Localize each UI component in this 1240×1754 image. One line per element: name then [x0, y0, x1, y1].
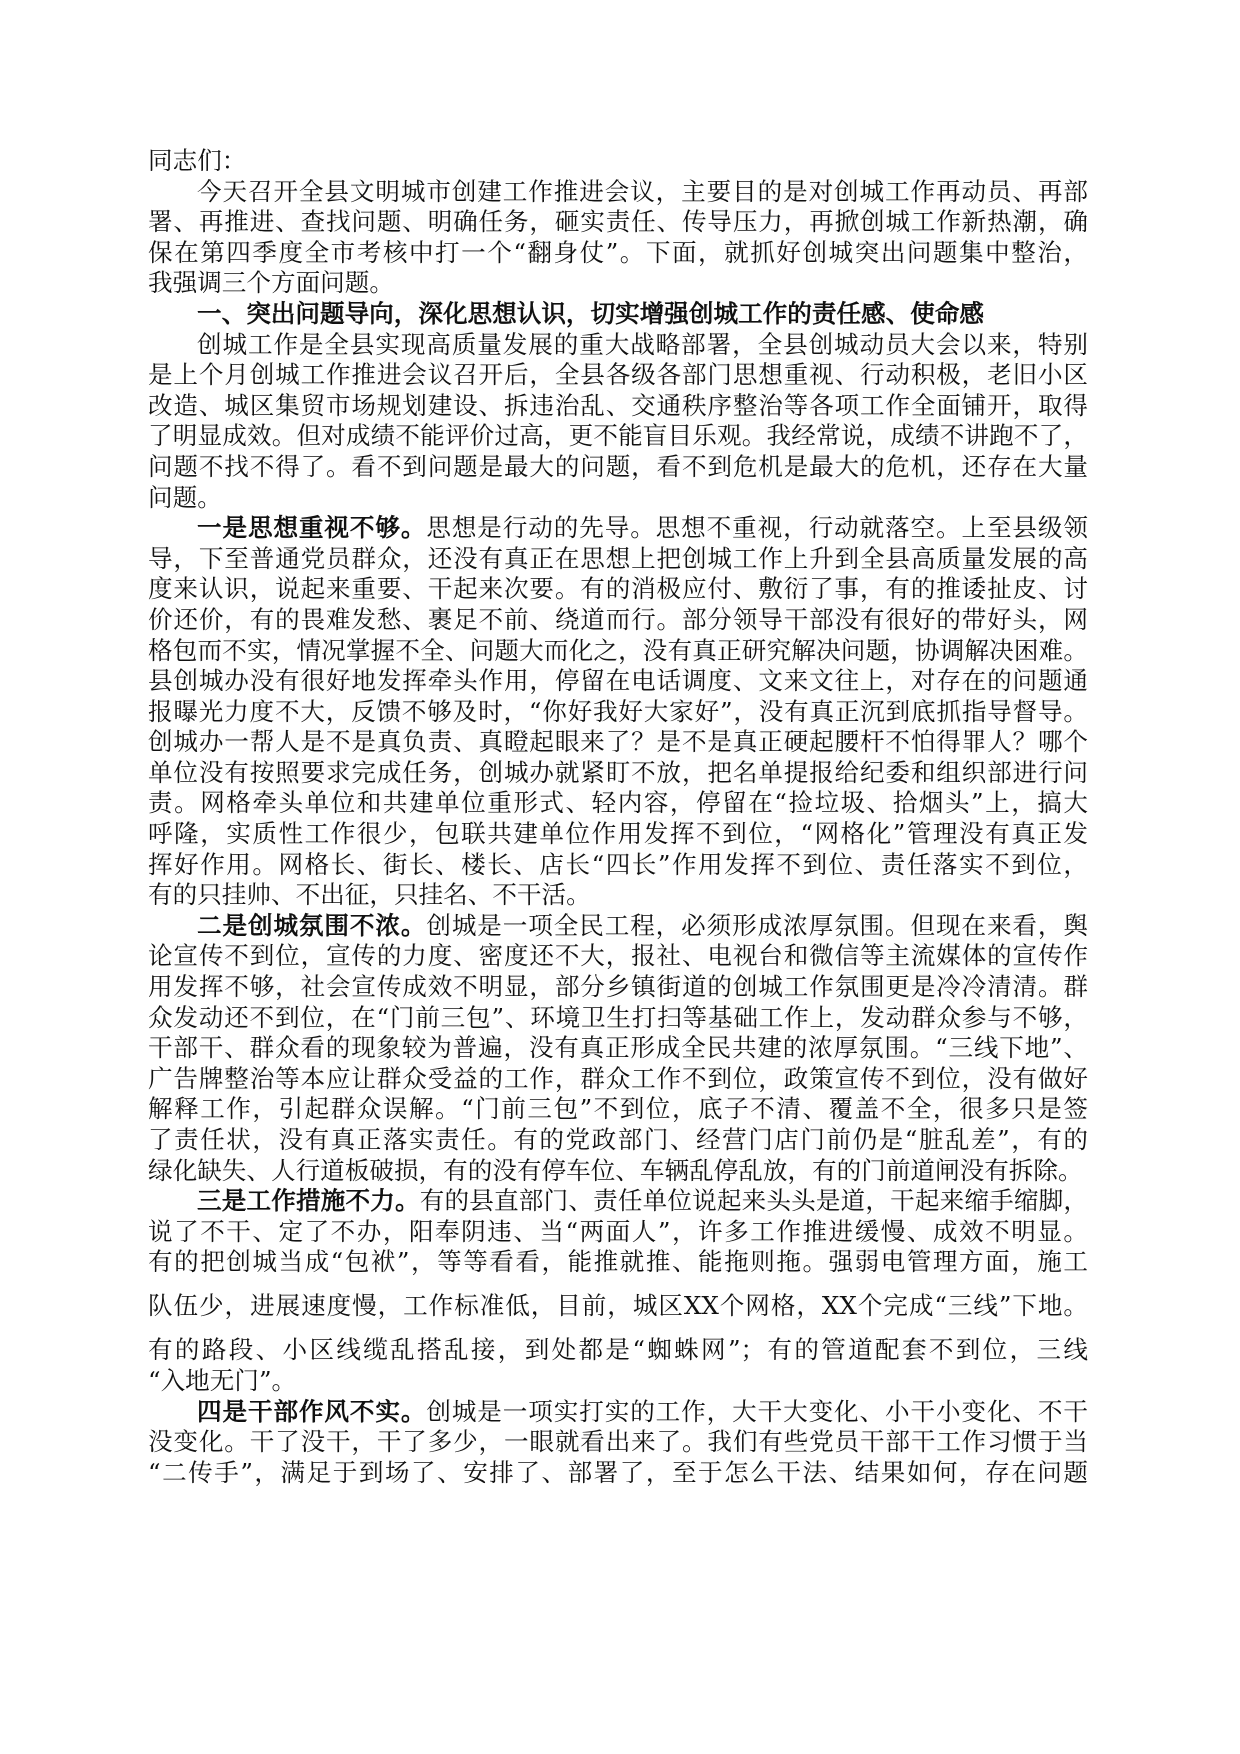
text-line: 呼隆，实质性工作很少，包联共建单位作用发挥不到位，“网格化”管理没有真正发 [148, 819, 1088, 849]
text-line: 保在第四季度全市考核中打一个“翻身仗”。下面，就抓好创城突出问题集中整治， [148, 237, 1088, 267]
salutation: 同志们： [148, 146, 247, 175]
text-line: 用发挥不够，社会宣传成效不明显，部分乡镇街道的创城工作氛围更是冷冷清清。群 [148, 972, 1088, 1002]
text-line [148, 1186, 1088, 1217]
text-line: 问题。 [148, 482, 222, 512]
text-line: 没变化。干了没干，干了多少，一眼就看出来了。我们有些党员干部干工作习惯于当 [148, 1427, 1088, 1457]
text-line: “入地无门”。 [148, 1365, 297, 1395]
text-line: 是上个月创城工作推进会议召开后，全县各级各部门思想重视、行动积极，老旧小区 [148, 360, 1088, 390]
paragraph-point-3 [148, 1186, 1088, 1396]
text-line: 有的把创城当成“包袱”，等等看看，能推就推、能拖则拖。强弱电管理方面，施工 [148, 1247, 1088, 1277]
text-line: 有的只挂帅、不出征，只挂名、不干活。 [148, 880, 591, 910]
text-line: 县创城办没有很好地发挥牵头作用，停留在电话调度、文来文往上，对存在的问题通 [148, 666, 1088, 696]
text-line: 今天召开全县文明城市创建工作推进会议，主要目的是对创城工作再动员、再部 [197, 176, 1088, 206]
text-line-content: 思想是行动的先导。思想不重视，行动就落空。上至县级领 [426, 513, 1088, 543]
paragraph-point-2 [148, 911, 1088, 1186]
point-lead: 二是创城氛围不浓。 [197, 910, 427, 940]
text-line: 报曝光力度不大，反馈不够及时，“你好我好大家好”，没有真正沉到底抓指导督导。 [148, 696, 1088, 726]
paragraph-point-4 [148, 1397, 1088, 1489]
speech-body [148, 146, 1088, 1488]
point-lead: 四是干部作风不实。 [197, 1396, 427, 1426]
point-lead: 一是思想重视不够。 [197, 513, 427, 543]
text-line: 创城工作是全县实现高质量发展的重大战略部署，全县创城动员大会以来，特别 [197, 329, 1088, 359]
text-line: 署、再推进、查找问题、明确任务，砸实责任、传导压力，再掀创城工作新热潮，确 [148, 207, 1088, 237]
text-line [148, 1397, 1088, 1428]
text-line: 我强调三个方面问题。 [148, 268, 394, 298]
paragraph-point-1 [148, 513, 1088, 911]
text-line: 度来认识，说起来重要、干起来次要。有的消极应付、敷衍了事，有的推诿扯皮、讨 [148, 574, 1088, 604]
text-line: 价还价，有的畏难发愁、裹足不前、绕道而行。部分领导干部没有很好的带好头，网 [148, 604, 1088, 634]
text-line: 导，下至普通党员群众，还没有真正在思想上把创城工作上升到全县高质量发展的高 [148, 543, 1088, 573]
text-line: 众发动还不到位，在“门前三包”、环境卫生打扫等基础工作上，发动群众参与不够， [148, 1002, 1088, 1032]
text-line: 格包而不实，情况掌握不全、问题大而化之，没有真正研究解决问题，协调解决困难。 [148, 635, 1088, 665]
text-line [148, 911, 1088, 942]
text-line: 改造、城区集贸市场规划建设、拆违治乱、交通秩序整治等各项工作全面铺开，取得 [148, 390, 1088, 420]
text-line: 了明显成效。但对成绩不能评价过高，更不能盲目乐观。我经常说，成绩不讲跑不了， [148, 421, 1088, 451]
text-line: 了责任状，没有真正落实责任。有的党政部门、经营门店门前仍是“脏乱差”，有的 [148, 1125, 1088, 1154]
text-line: 队伍少，进展速度慢，工作标准低，目前，城区XX个网格，XX个完成“三线”下地。 [148, 1291, 1088, 1321]
text-line: “二传手”，满足于到场了、安排了、部署了，至于怎么干法、结果如何，存在问题 [148, 1457, 1088, 1487]
text-line: 问题不找不得了。看不到问题是最大的问题，看不到危机是最大的危机，还存在大量 [148, 451, 1088, 481]
text-line-content: 创城是一项实打实的工作，大干大变化、小干小变化、不干 [426, 1396, 1088, 1426]
text-line [148, 513, 1088, 544]
text-line: 论宣传不到位，宣传的力度、密度还不大，报社、电视台和微信等主流媒体的宣传作 [148, 941, 1088, 971]
text-line: 解释工作，引起群众误解。“门前三包”不到位，底子不清、覆盖不全，很多只是签 [148, 1094, 1088, 1124]
text-line: 说了不干、定了不办，阳奉阴违、当“两面人”，许多工作推进缓慢、成效不明显。 [148, 1216, 1088, 1246]
section-heading: 一、突出问题导向，深化思想认识，切实增强创城工作的责任感、使命感 [197, 298, 985, 328]
text-line-content: 有的县直部门、责任单位说起来头头是道，干起来缩手缩脚， [419, 1186, 1088, 1216]
paragraph-intro [148, 177, 1088, 299]
point-lead: 三是工作措施不力。 [197, 1186, 420, 1216]
text-line: 绿化缺失、人行道板破损，有的没有停车位、车辆乱停乱放，有的门前道闸没有拆除。 [148, 1155, 1083, 1185]
text-line: 创城办一帮人是不是真负责、真瞪起眼来了？是不是真正硬起腰杆不怕得罪人？哪个 [148, 727, 1088, 757]
text-line: 责。网格牵头单位和共建单位重形式、轻内容，停留在“捡垃圾、拾烟头”上，搞大 [148, 788, 1088, 818]
text-line-content: 创城是一项全民工程，必须形成浓厚氛围。但现在来看，舆 [426, 910, 1088, 940]
text-line: 挥好作用。网格长、街长、楼长、店长“四长”作用发挥不到位、责任落实不到位， [148, 849, 1088, 879]
text-line: 有的路段、小区线缆乱搭乱接，到处都是“蜘蛛网”；有的管道配套不到位，三线 [148, 1335, 1088, 1365]
text-line: 广告牌整治等本应让群众受益的工作，群众工作不到位，政策宣传不到位，没有做好 [148, 1063, 1088, 1093]
text-line: 单位没有按照要求完成任务，创城办就紧盯不放，把名单提报给纪委和组织部进行问 [148, 757, 1088, 787]
text-line: 干部干、群众看的现象较为普遍，没有真正形成全民共建的浓厚氛围。“三线下地”、 [148, 1033, 1088, 1063]
paragraph-section-overview [148, 330, 1088, 514]
